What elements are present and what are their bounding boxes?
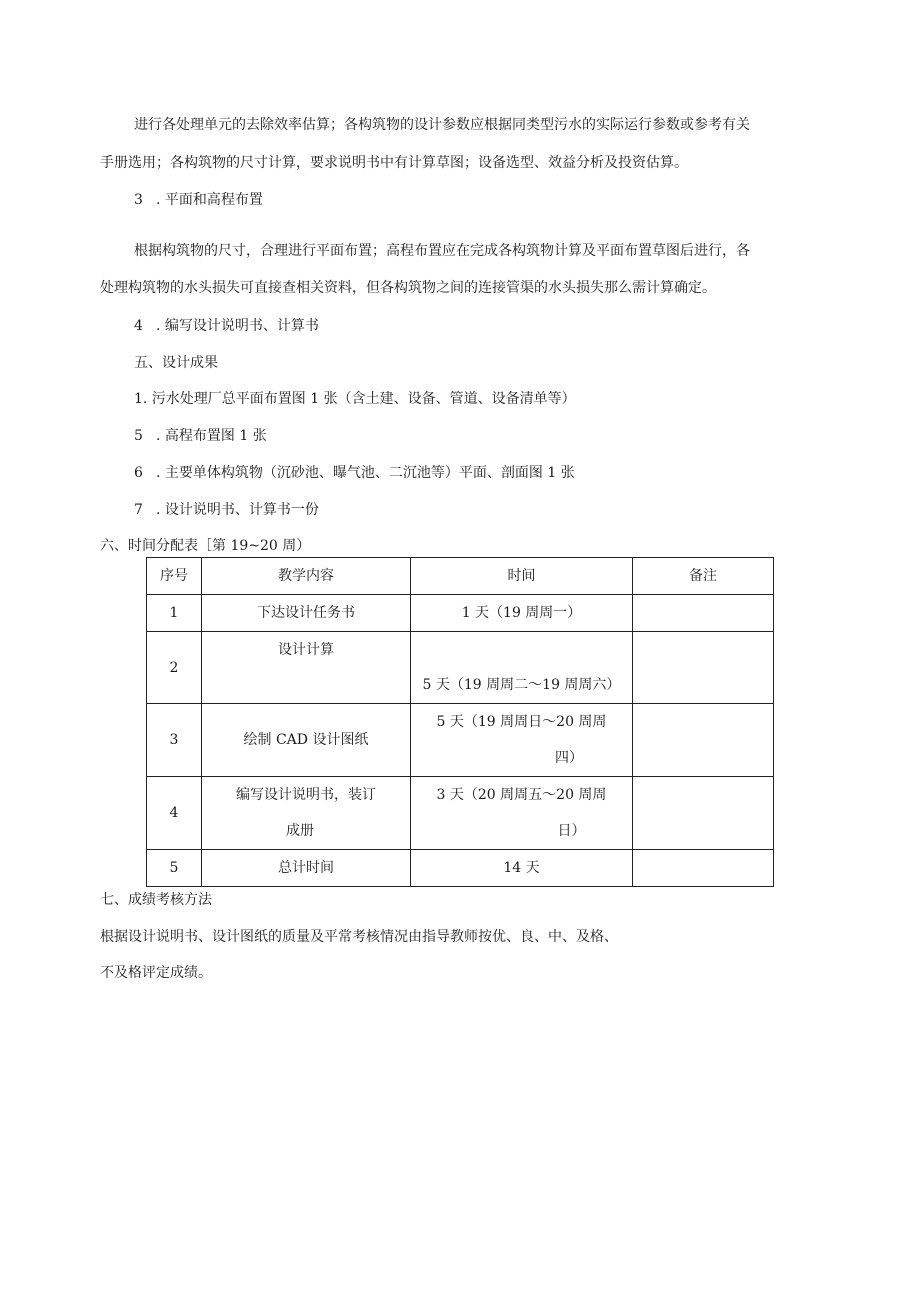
row-content: [202, 777, 411, 850]
row-time: 14 天: [411, 850, 633, 887]
paragraph-line: 进行各处理单元的去除效率估算；各构筑物的设计参数应根据同类型污水的实际运行参数或参考有关: [134, 117, 750, 133]
row-number: 3: [147, 704, 202, 777]
list-item-1: 1. 污水处理厂总平面布置图 1 张（含土建、设备、管道、设备清单等）: [134, 391, 576, 407]
row-content: [202, 632, 411, 704]
schedule-table: [146, 557, 774, 887]
row-number: 5: [147, 850, 202, 887]
list-number: 5: [134, 428, 143, 444]
section-heading-5: 五、设计成果: [134, 355, 218, 371]
row-time-line: 日）: [557, 823, 586, 839]
table-row: [147, 704, 774, 777]
row-number: 2: [147, 632, 202, 704]
list-number: 3: [134, 192, 143, 208]
paragraph-line: 处理构筑物的水头损失可直接查相关资料，但各构筑物之间的连接管渠的水头损失那么需计算确定。: [100, 280, 716, 296]
row-content: 总计时间: [202, 850, 411, 887]
row-time: 1 天（19 周周一）: [411, 595, 633, 632]
list-item-4: [134, 316, 319, 336]
list-number: 7: [134, 502, 143, 518]
list-item-3: [134, 190, 263, 210]
table-row: [147, 850, 774, 887]
list-number: 4: [134, 318, 143, 334]
row-content-line: 编写设计说明书，装订: [236, 787, 376, 803]
row-note: [633, 704, 774, 777]
row-number: 1: [147, 595, 202, 632]
paragraph-line: 手册选用；各构筑物的尺寸计算，要求说明书中有计算草图；设备选型、效益分析及投资估算。: [100, 155, 688, 171]
row-time-text: 5 天（19 周周二～19 周周六）: [422, 677, 621, 693]
list-item-7: [134, 500, 319, 520]
row-content-line: 成册: [286, 823, 314, 839]
header-cell: 备注: [633, 558, 774, 595]
list-number: 6: [134, 465, 143, 481]
row-content-text: 设计计算: [278, 642, 334, 658]
row-time-line: 3 天（20 周周五～20 周周: [436, 787, 607, 803]
row-note: [633, 632, 774, 704]
row-content: 下达设计任务书: [202, 595, 411, 632]
row-content: 绘制 CAD 设计图纸: [202, 704, 411, 777]
section-heading-6: 六、时间分配表［第 19~20 周）: [100, 538, 311, 554]
row-time-line: 5 天（19 周周日～20 周周: [436, 714, 607, 730]
list-item-5: [134, 426, 267, 446]
list-item-6: [134, 463, 575, 483]
row-number: 4: [147, 777, 202, 850]
row-time: [411, 704, 633, 777]
table-header-row: [147, 558, 774, 595]
paragraph-line: 根据构筑物的尺寸，合理进行平面布置；高程布置应在完成各构筑物计算及平面布置草图后进行，各: [134, 243, 750, 259]
header-cell: 序号: [147, 558, 202, 595]
list-text: . 设计说明书、计算书一份: [156, 502, 319, 518]
list-text: . 高程布置图 1 张: [156, 428, 267, 444]
list-text: . 编写设计说明书、计算书: [156, 318, 319, 334]
table-row: [147, 595, 774, 632]
row-time: [411, 777, 633, 850]
table-row: [147, 632, 774, 704]
section-heading-7: 七、成绩考核方法: [100, 892, 212, 908]
row-note: [633, 595, 774, 632]
table-row: [147, 777, 774, 850]
row-time-line: 四）: [555, 750, 583, 766]
paragraph-line: 不及格评定成绩。: [100, 965, 212, 981]
list-text: . 平面和高程布置: [156, 192, 263, 208]
header-cell: 教学内容: [202, 558, 411, 595]
row-note: [633, 777, 774, 850]
header-cell: 时间: [411, 558, 633, 595]
row-note: [633, 850, 774, 887]
list-text: . 主要单体构筑物（沉砂池、曝气池、二沉池等）平面、剖面图 1 张: [156, 465, 575, 481]
paragraph-line: 根据设计说明书、设计图纸的质量及平常考核情况由指导教师按优、良、中、及格、: [100, 929, 618, 945]
row-time: [411, 632, 633, 704]
